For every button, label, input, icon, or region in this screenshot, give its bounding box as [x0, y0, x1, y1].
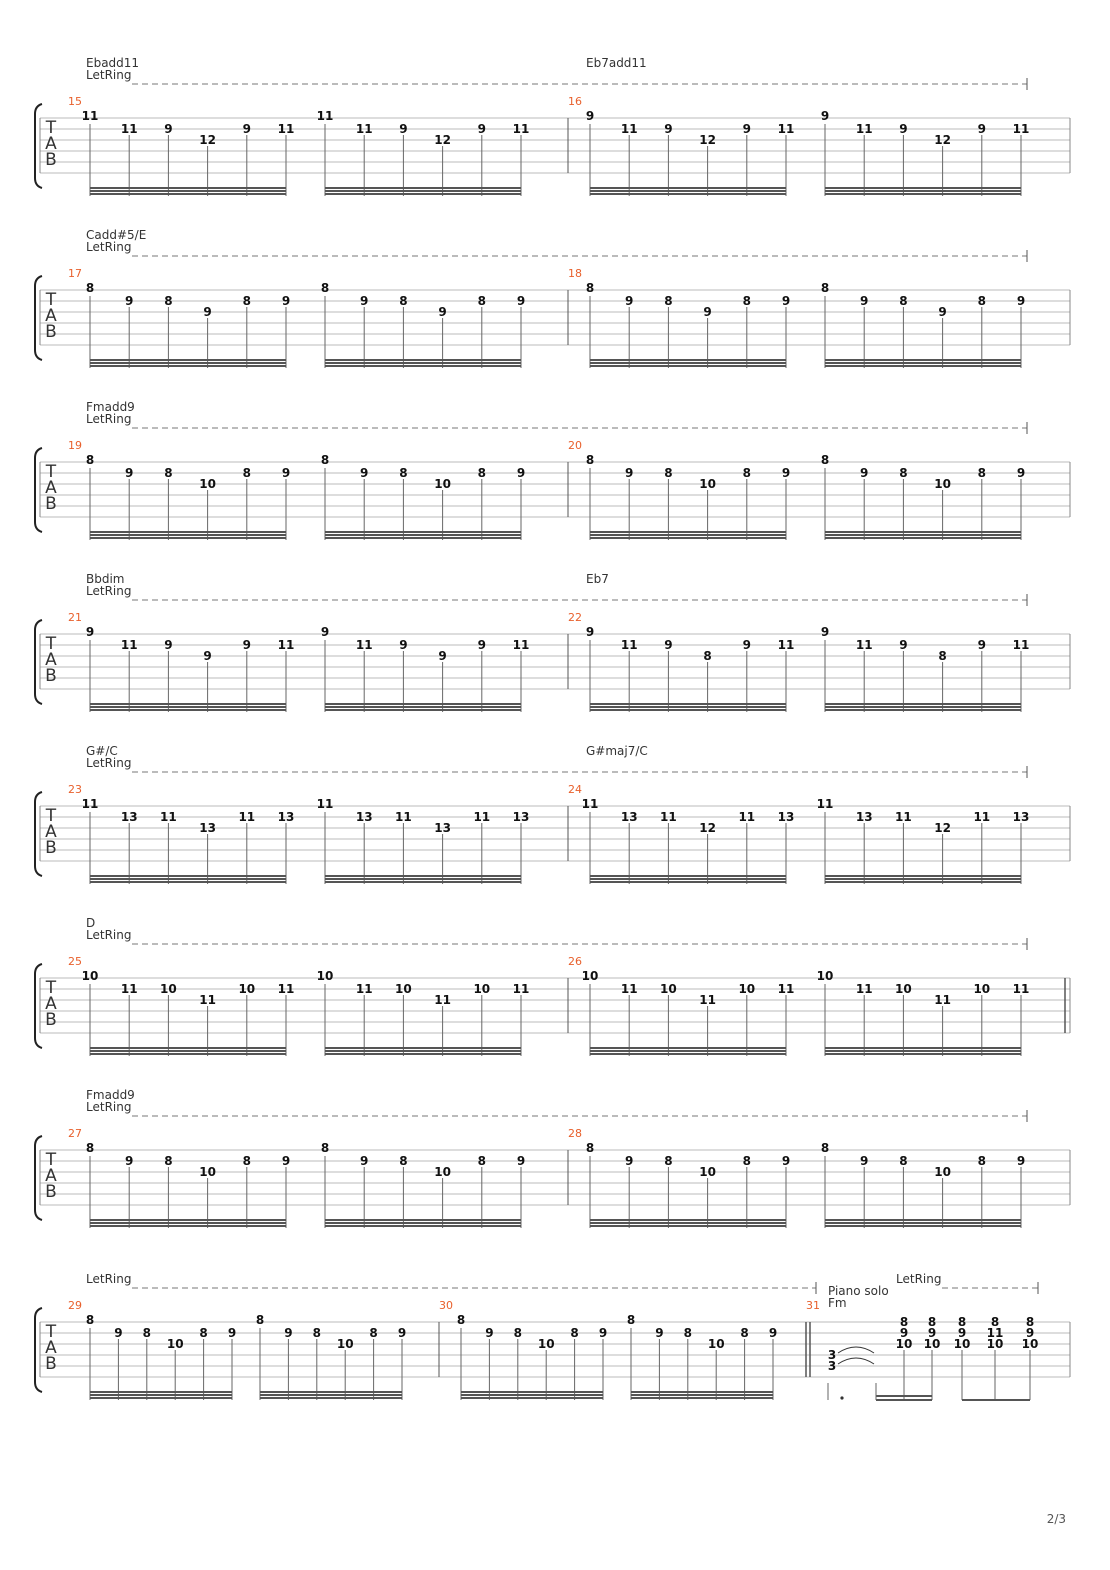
fret-number: 11: [238, 810, 256, 824]
fret-number: 9: [438, 649, 447, 663]
fret-number: 9: [477, 122, 486, 136]
fret-number: 9: [655, 1326, 664, 1340]
fret-number: 8: [242, 466, 251, 480]
chord-name: Ebadd11: [86, 56, 140, 70]
fret-number: 8: [820, 453, 830, 467]
fret-number: 8: [938, 649, 947, 663]
fret-number: 9: [397, 1326, 407, 1340]
fret-number: 9: [516, 1154, 526, 1168]
fret-number: 8: [320, 1141, 330, 1155]
fret-number: 8: [399, 466, 408, 480]
fret-number: 8: [399, 294, 408, 308]
fret-number: 9: [164, 122, 173, 136]
fret-number: 13: [855, 810, 873, 824]
fret-number: 9: [899, 122, 908, 136]
tab-clef-letter: T: [45, 462, 57, 482]
fret-number: 10: [973, 982, 991, 996]
fret-number: 9: [768, 1326, 778, 1340]
fret-number: 3: [827, 1359, 837, 1373]
tab-clef-letter: B: [45, 1354, 57, 1374]
fret-number: 8: [742, 1154, 751, 1168]
letring-label: LetRing: [86, 928, 132, 942]
fret-number: 12: [934, 821, 951, 835]
fret-number: 12: [699, 133, 716, 147]
fret-number: 9: [485, 1326, 494, 1340]
fret-number: 8: [990, 1315, 1000, 1329]
fret-number: 11: [1012, 982, 1030, 996]
fret-number: 8: [164, 466, 173, 480]
fret-number: 9: [360, 294, 369, 308]
fret-number: 8: [977, 294, 986, 308]
tab-clef-letter: B: [45, 150, 57, 170]
fret-number: 9: [899, 638, 908, 652]
fret-number: 11: [277, 122, 295, 136]
fret-number: 9: [781, 1154, 791, 1168]
fret-number: 8: [957, 1315, 967, 1329]
fret-number: 8: [242, 1154, 251, 1168]
fret-number: 9: [625, 1154, 634, 1168]
letring-label: LetRing: [86, 1272, 132, 1286]
fret-number: 8: [164, 1154, 173, 1168]
measure-number: 15: [68, 95, 82, 108]
fret-number: 8: [585, 453, 595, 467]
fret-number: 8: [85, 281, 95, 295]
tab-clef-letter: T: [45, 634, 57, 654]
fret-number: 13: [1012, 810, 1030, 824]
system-bracket: [35, 1136, 42, 1220]
fret-number: 8: [977, 1154, 986, 1168]
fret-number: 8: [477, 1154, 486, 1168]
chord-name: Eb7add11: [586, 56, 647, 70]
fret-number: 11: [512, 638, 530, 652]
fret-number: 8: [399, 1154, 408, 1168]
fret-number: 9: [227, 1326, 237, 1340]
chord-name: Eb7: [586, 572, 609, 586]
fret-number: 9: [516, 294, 526, 308]
fret-number: 10: [395, 982, 412, 996]
fret-number: 8: [142, 1326, 151, 1340]
fret-number: 10: [895, 982, 912, 996]
fret-number: 8: [1025, 1315, 1035, 1329]
tab-clef-letter: B: [45, 322, 57, 342]
fret-number: 11: [934, 993, 951, 1007]
tab-clef-letter: A: [45, 1338, 57, 1358]
fret-number: 8: [820, 1141, 830, 1155]
fret-number: 11: [986, 1326, 1004, 1340]
fret-number: 9: [860, 466, 869, 480]
fret-number: 9: [664, 122, 673, 136]
fret-number: 9: [664, 638, 673, 652]
fret-number: 8: [664, 1154, 673, 1168]
fret-number: 11: [620, 122, 638, 136]
fret-number: 10: [923, 1337, 941, 1351]
fret-number: 9: [399, 638, 408, 652]
fret-number: 11: [199, 993, 216, 1007]
fret-number: 8: [242, 294, 251, 308]
fret-number: 10: [199, 1165, 216, 1179]
fret-number: 10: [986, 1337, 1004, 1351]
fret-number: 11: [81, 797, 99, 811]
measure-number: 26: [568, 955, 582, 968]
chord-name: G#/C: [86, 744, 118, 758]
letring-label: LetRing: [86, 1100, 132, 1114]
measure-number: 17: [68, 267, 82, 280]
tab-clef-letter: A: [45, 650, 57, 670]
fret-number: 9: [399, 122, 408, 136]
fret-number: 13: [512, 810, 530, 824]
fret-number: 11: [895, 810, 912, 824]
fret-number: 9: [860, 294, 869, 308]
fret-number: 11: [355, 982, 373, 996]
fret-number: 9: [125, 466, 134, 480]
fret-number: 8: [85, 1141, 95, 1155]
fret-number: 9: [742, 638, 751, 652]
fret-number: 9: [85, 625, 95, 639]
measure-number: 18: [568, 267, 582, 280]
measure-number: 29: [68, 1299, 82, 1312]
fret-number: 10: [434, 1165, 451, 1179]
fret-number: 13: [355, 810, 373, 824]
fret-number: 10: [738, 982, 756, 996]
system-bracket: [35, 1308, 42, 1392]
fret-number: 10: [699, 477, 716, 491]
fret-number: 9: [957, 1326, 967, 1340]
fret-number: 8: [703, 649, 712, 663]
tab-clef-letter: T: [45, 290, 57, 310]
chord-name: Fm: [828, 1296, 847, 1310]
fret-number: 10: [81, 969, 99, 983]
tab-clef-letter: A: [45, 478, 57, 498]
chord-name: D: [86, 916, 96, 930]
chord-name: G#maj7/C: [586, 744, 648, 758]
measure-number: 24: [568, 783, 582, 796]
tab-clef-letter: B: [45, 1182, 57, 1202]
fret-number: 11: [473, 810, 491, 824]
chord-name: Fmadd9: [86, 400, 135, 414]
fret-number: 9: [125, 294, 134, 308]
fret-number: 9: [781, 466, 791, 480]
letring-label: LetRing: [86, 584, 132, 598]
letring-label: LetRing: [86, 68, 132, 82]
fret-number: 9: [164, 638, 173, 652]
fret-number: 11: [777, 122, 795, 136]
fret-number: 11: [316, 109, 334, 123]
fret-number: 8: [312, 1326, 321, 1340]
fret-number: 13: [434, 821, 451, 835]
fret-number: 9: [242, 638, 251, 652]
fret-number: 11: [512, 122, 530, 136]
fret-number: 13: [120, 810, 138, 824]
tab-clef-letter: B: [45, 494, 57, 514]
letring-label: LetRing: [86, 412, 132, 426]
tie-arc: [838, 1347, 874, 1353]
fret-number: 8: [664, 466, 673, 480]
fret-number: 10: [160, 982, 177, 996]
fret-number: 11: [973, 810, 991, 824]
fret-number: 11: [355, 122, 373, 136]
tab-clef-letter: T: [45, 978, 57, 998]
fret-number: 9: [742, 122, 751, 136]
fret-number: 9: [625, 466, 634, 480]
fret-number: 8: [626, 1313, 636, 1327]
fret-number: 10: [434, 477, 451, 491]
fret-number: 11: [355, 638, 373, 652]
chord-name: Fmadd9: [86, 1088, 135, 1102]
tab-clef-letter: A: [45, 1166, 57, 1186]
tab-clef-letter: T: [45, 806, 57, 826]
fret-number: 10: [934, 1165, 951, 1179]
fret-number: 13: [199, 821, 216, 835]
fret-number: 11: [777, 982, 795, 996]
measure-number: 16: [568, 95, 582, 108]
chord-name: Cadd#5/E: [86, 228, 147, 242]
fret-number: 8: [899, 294, 908, 308]
fret-number: 8: [320, 281, 330, 295]
tab-clef-letter: T: [45, 118, 57, 138]
fret-number: 9: [281, 294, 291, 308]
fret-number: 11: [434, 993, 451, 1007]
fret-number: 10: [199, 477, 216, 491]
fret-number: 10: [238, 982, 256, 996]
fret-number: 10: [953, 1337, 971, 1351]
fret-number: 8: [85, 1313, 95, 1327]
tie-arc: [838, 1358, 874, 1364]
fret-number: 10: [1021, 1337, 1039, 1351]
tab-clef-letter: B: [45, 838, 57, 858]
system-bracket: [35, 792, 42, 876]
fret-number: 11: [777, 638, 795, 652]
fret-number: 11: [120, 122, 138, 136]
fret-number: 9: [820, 625, 830, 639]
fret-number: 9: [860, 1154, 869, 1168]
fret-number: 8: [899, 1315, 909, 1329]
fret-number: 8: [820, 281, 830, 295]
fret-number: 8: [664, 294, 673, 308]
dot-mark: [840, 1396, 843, 1399]
fret-number: 11: [1012, 122, 1030, 136]
fret-number: 8: [977, 466, 986, 480]
measure-number: 20: [568, 439, 582, 452]
fret-number: 9: [899, 1326, 909, 1340]
measure-number: 19: [68, 439, 82, 452]
system-bracket: [35, 448, 42, 532]
fret-number: 8: [320, 453, 330, 467]
fret-number: 10: [581, 969, 599, 983]
fret-number: 10: [166, 1337, 184, 1351]
fret-number: 9: [114, 1326, 123, 1340]
system-bracket: [35, 620, 42, 704]
fret-number: 10: [699, 1165, 716, 1179]
fret-number: 9: [977, 638, 986, 652]
fret-number: 9: [203, 305, 212, 319]
fret-number: 9: [977, 122, 986, 136]
fret-number: 11: [660, 810, 677, 824]
fret-number: 8: [570, 1326, 579, 1340]
fret-number: 9: [625, 294, 634, 308]
fret-number: 9: [242, 122, 251, 136]
fret-number: 9: [438, 305, 447, 319]
fret-number: 9: [360, 466, 369, 480]
tab-clef-letter: A: [45, 134, 57, 154]
fret-number: 9: [585, 625, 595, 639]
fret-number: 11: [512, 982, 530, 996]
tab-clef-letter: A: [45, 306, 57, 326]
fret-number: 9: [927, 1326, 937, 1340]
fret-number: 11: [316, 797, 334, 811]
tab-clef-letter: B: [45, 1010, 57, 1030]
fret-number: 9: [516, 466, 526, 480]
fret-number: 11: [395, 810, 412, 824]
fret-number: 11: [1012, 638, 1030, 652]
fret-number: 12: [699, 821, 716, 835]
fret-number: 10: [537, 1337, 555, 1351]
measure-number: 28: [568, 1127, 582, 1140]
fret-number: 11: [581, 797, 599, 811]
fret-number: 13: [620, 810, 638, 824]
fret-number: 8: [477, 466, 486, 480]
fret-number: 9: [938, 305, 947, 319]
fret-number: 8: [255, 1313, 265, 1327]
system-bracket: [35, 964, 42, 1048]
fret-number: 8: [513, 1326, 522, 1340]
fret-number: 8: [742, 294, 751, 308]
fret-number: 9: [203, 649, 212, 663]
measure-number: 30: [439, 1299, 453, 1312]
letring-label: LetRing: [896, 1272, 942, 1286]
tab-clef-letter: B: [45, 666, 57, 686]
measure-number: 21: [68, 611, 82, 624]
fret-number: 11: [855, 122, 873, 136]
fret-number: 8: [742, 466, 751, 480]
fret-number: 8: [164, 294, 173, 308]
fret-number: 10: [816, 969, 834, 983]
letring-label: LetRing: [86, 240, 132, 254]
measure-number: 22: [568, 611, 582, 624]
fret-number: 9: [1016, 466, 1026, 480]
fret-number: 8: [456, 1313, 466, 1327]
fret-number: 11: [816, 797, 834, 811]
fret-number: 9: [320, 625, 330, 639]
fret-number: 9: [281, 466, 291, 480]
fret-number: 9: [360, 1154, 369, 1168]
fret-number: 10: [336, 1337, 354, 1351]
measure-number: 25: [68, 955, 82, 968]
fret-number: 8: [899, 1154, 908, 1168]
tab-clef-letter: T: [45, 1322, 57, 1342]
fret-number: 11: [620, 982, 638, 996]
fret-number: 9: [125, 1154, 134, 1168]
fret-number: 9: [703, 305, 712, 319]
fret-number: 9: [820, 109, 830, 123]
fret-number: 11: [738, 810, 756, 824]
fret-number: 8: [85, 453, 95, 467]
letring-label: LetRing: [86, 756, 132, 770]
fret-number: 10: [934, 477, 951, 491]
fret-number: 11: [620, 638, 638, 652]
fret-number: 8: [927, 1315, 937, 1329]
fret-number: 10: [473, 982, 491, 996]
fret-number: 9: [585, 109, 595, 123]
fret-number: 8: [585, 1141, 595, 1155]
fret-number: 9: [477, 638, 486, 652]
tab-clef-letter: A: [45, 994, 57, 1014]
fret-number: 8: [369, 1326, 378, 1340]
fret-number: 8: [477, 294, 486, 308]
chord-name: Bbdim: [86, 572, 125, 586]
fret-number: 8: [899, 466, 908, 480]
measure-number: 27: [68, 1127, 82, 1140]
fret-number: 8: [585, 281, 595, 295]
fret-number: 8: [740, 1326, 749, 1340]
fret-number: 9: [781, 294, 791, 308]
measure-number: 23: [68, 783, 82, 796]
fret-number: 9: [1016, 294, 1026, 308]
section-annotation: Piano solo: [828, 1284, 889, 1298]
tab-clef-letter: T: [45, 1150, 57, 1170]
system-bracket: [35, 276, 42, 360]
fret-number: 11: [160, 810, 177, 824]
fret-number: 9: [598, 1326, 608, 1340]
fret-number: 10: [895, 1337, 913, 1351]
fret-number: 10: [660, 982, 677, 996]
fret-number: 3: [827, 1348, 837, 1362]
fret-number: 8: [199, 1326, 208, 1340]
fret-number: 13: [277, 810, 295, 824]
fret-number: 12: [434, 133, 451, 147]
fret-number: 9: [284, 1326, 293, 1340]
fret-number: 12: [934, 133, 951, 147]
fret-number: 11: [277, 638, 295, 652]
fret-number: 10: [316, 969, 334, 983]
fret-number: 13: [777, 810, 795, 824]
fret-number: 11: [120, 638, 138, 652]
fret-number: 9: [1016, 1154, 1026, 1168]
fret-number: 12: [199, 133, 216, 147]
fret-number: 8: [683, 1326, 692, 1340]
tab-clef-letter: A: [45, 822, 57, 842]
fret-number: 9: [281, 1154, 291, 1168]
fret-number: 11: [699, 993, 716, 1007]
page-number: 2/3: [1046, 1512, 1066, 1526]
fret-number: 11: [855, 638, 873, 652]
measure-number: 31: [806, 1299, 820, 1312]
fret-number: 11: [855, 982, 873, 996]
fret-number: 11: [120, 982, 138, 996]
fret-number: 11: [81, 109, 99, 123]
fret-number: 9: [1025, 1326, 1035, 1340]
fret-number: 10: [707, 1337, 725, 1351]
fret-number: 11: [277, 982, 295, 996]
system-bracket: [35, 104, 42, 188]
